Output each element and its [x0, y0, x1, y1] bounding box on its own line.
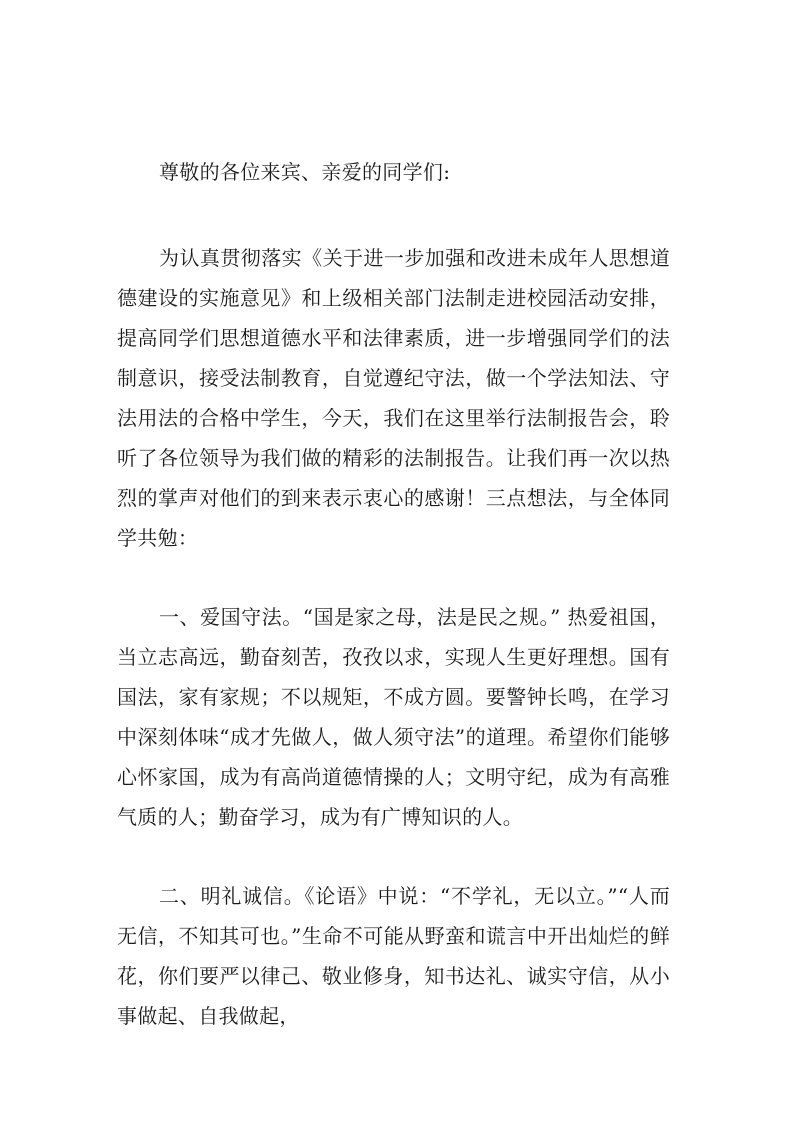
- paragraph-introduction: 为认真贯彻落实《关于进一步加强和改进未成年人思想道德建设的实施意见》和上级相关部门法制走进校园活动安排，提高同学们思想道德水平和法律素质，进一步增强同学们的法制意识，接受法制教育，自觉遵纪守法，做一个学法知法、守法用法的合格中学生，今天，我们在这里举行法制报告会，聆听了各位领导为我们做的精彩的法制报告。让我们再一次以热烈的掌声对他们的到来表示衷心的感谢！三点想法，与全体同学共勉：: [117, 246, 670, 550]
- salutation: 尊敬的各位来宾、亲爱的同学们:: [159, 160, 451, 184]
- paragraph-point-one: 一、爱国守法。“国是家之母，法是民之规。” 热爱祖国，当立志高远，勤奋刻苦，孜孜以求，实现人生更好理想。国有国法，家有家规；不以规矩，不成方圆。要警钟长鸣，在学习中深刻体味“成才先做人，做人须守法”的道理。希望你们能够心怀家国，成为有高尚道德情操的人；文明守纪，成为有高雅气质的人；勤奋学习，成为有广博知识的人。: [117, 605, 670, 829]
- paragraph-point-two: 二、明礼诚信。《论语》中说：“不学礼，无以立。”“人而无信，不知其可也。”生命不可能从野蛮和谎言中开出灿烂的鲜花，你们要严以律己、敬业修身，知书达礼、诚实守信，从小事做起、自我做起，: [117, 884, 670, 1028]
